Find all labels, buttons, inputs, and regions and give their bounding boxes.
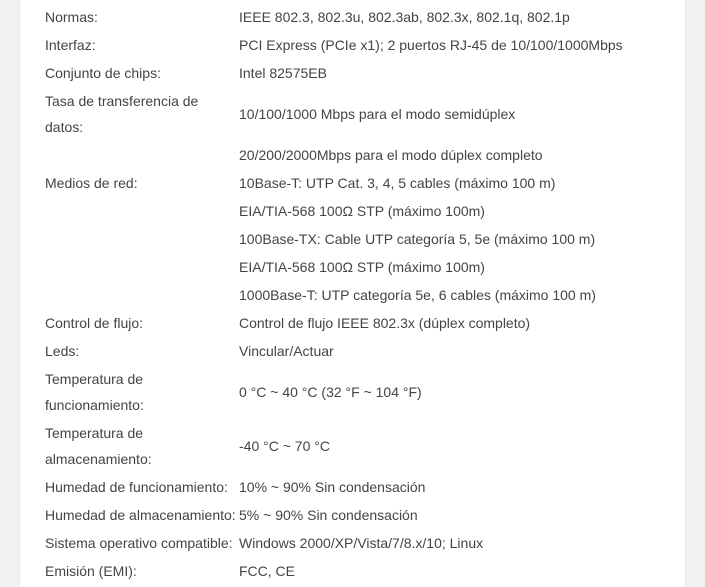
spec-label: Sistema operativo compatible: [45, 535, 233, 551]
spec-value: 100Base-TX: Cable UTP categoría 5, 5e (máximo 100 m) [239, 231, 596, 247]
spec-label: Humedad de funcionamiento: [45, 479, 228, 495]
spec-label [45, 253, 239, 281]
spec-sheet [20, 0, 685, 587]
spec-row-network-media-1000base [45, 281, 679, 309]
spec-row-transfer-rate-full-duplex [45, 141, 679, 169]
spec-value: Windows 2000/XP/Vista/7/8.x/10; Linux [239, 535, 484, 551]
spec-value: IEEE 802.3, 802.3u, 802.3ab, 802.3x, 802.1q, 802.1p [239, 9, 570, 25]
spec-row-storage-temperature [45, 419, 679, 473]
spec-value: 10Base-T: UTP Cat. 3, 4, 5 cables (máximo 100 m) [239, 175, 556, 191]
spec-value: 10% ~ 90% Sin condensación [239, 479, 426, 495]
spec-value: Intel 82575EB [239, 65, 327, 81]
spec-label: Normas: [45, 9, 98, 25]
spec-label: Humedad de almacenamiento: [45, 507, 236, 523]
spec-value: 5% ~ 90% Sin condensación [239, 507, 418, 523]
spec-label [45, 225, 239, 253]
spec-value: Vincular/Actuar [239, 343, 334, 359]
spec-row-operating-humidity [45, 473, 679, 501]
specifications-table [45, 3, 679, 585]
spec-label: Control de flujo: [45, 315, 144, 331]
spec-label [45, 141, 239, 169]
spec-label: Medios de red: [45, 175, 138, 191]
spec-label: Tasa de transferencia de datos: [45, 93, 199, 135]
spec-value: 0 °C ~ 40 °C (32 °F ~ 104 °F) [239, 384, 422, 400]
spec-value: PCI Express (PCIe x1); 2 puertos RJ-45 de 10/100/1000Mbps [239, 37, 623, 53]
spec-label: Emisión (EMI): [45, 563, 137, 579]
spec-row-network-media-100base [45, 225, 679, 253]
spec-row-network-media [45, 169, 679, 197]
spec-row-os-compatibility [45, 529, 679, 557]
spec-row-operating-temperature [45, 365, 679, 419]
spec-value: EIA/TIA-568 100Ω STP (máximo 100m) [239, 259, 485, 275]
spec-row-emission [45, 557, 679, 585]
spec-value: Control de flujo IEEE 802.3x (dúplex completo) [239, 315, 531, 331]
spec-value: 20/200/2000Mbps para el modo dúplex completo [239, 147, 543, 163]
spec-label: Conjunto de chips: [45, 65, 161, 81]
spec-label: Temperatura de almacenamiento: [45, 425, 152, 467]
spec-row-flow-control [45, 309, 679, 337]
spec-label: Interfaz: [45, 37, 96, 53]
spec-value: -40 °C ~ 70 °C [239, 438, 330, 454]
spec-row-leds [45, 337, 679, 365]
spec-row-chipset [45, 59, 679, 87]
spec-label [45, 281, 239, 309]
spec-row-network-media-stp-1 [45, 197, 679, 225]
spec-value: FCC, CE [239, 563, 295, 579]
spec-row-normas [45, 3, 679, 31]
spec-label [45, 197, 239, 225]
spec-row-network-media-stp-2 [45, 253, 679, 281]
spec-row-storage-humidity [45, 501, 679, 529]
spec-label: Leds: [45, 343, 80, 359]
spec-row-interfaz [45, 31, 679, 59]
spec-value: EIA/TIA-568 100Ω STP (máximo 100m) [239, 203, 485, 219]
spec-label: Temperatura de funcionamiento: [45, 371, 144, 413]
spec-value: 1000Base-T: UTP categoría 5e, 6 cables (máximo 100 m) [239, 287, 596, 303]
spec-row-transfer-rate [45, 87, 679, 141]
spec-value: 10/100/1000 Mbps para el modo semidúplex [239, 106, 516, 122]
